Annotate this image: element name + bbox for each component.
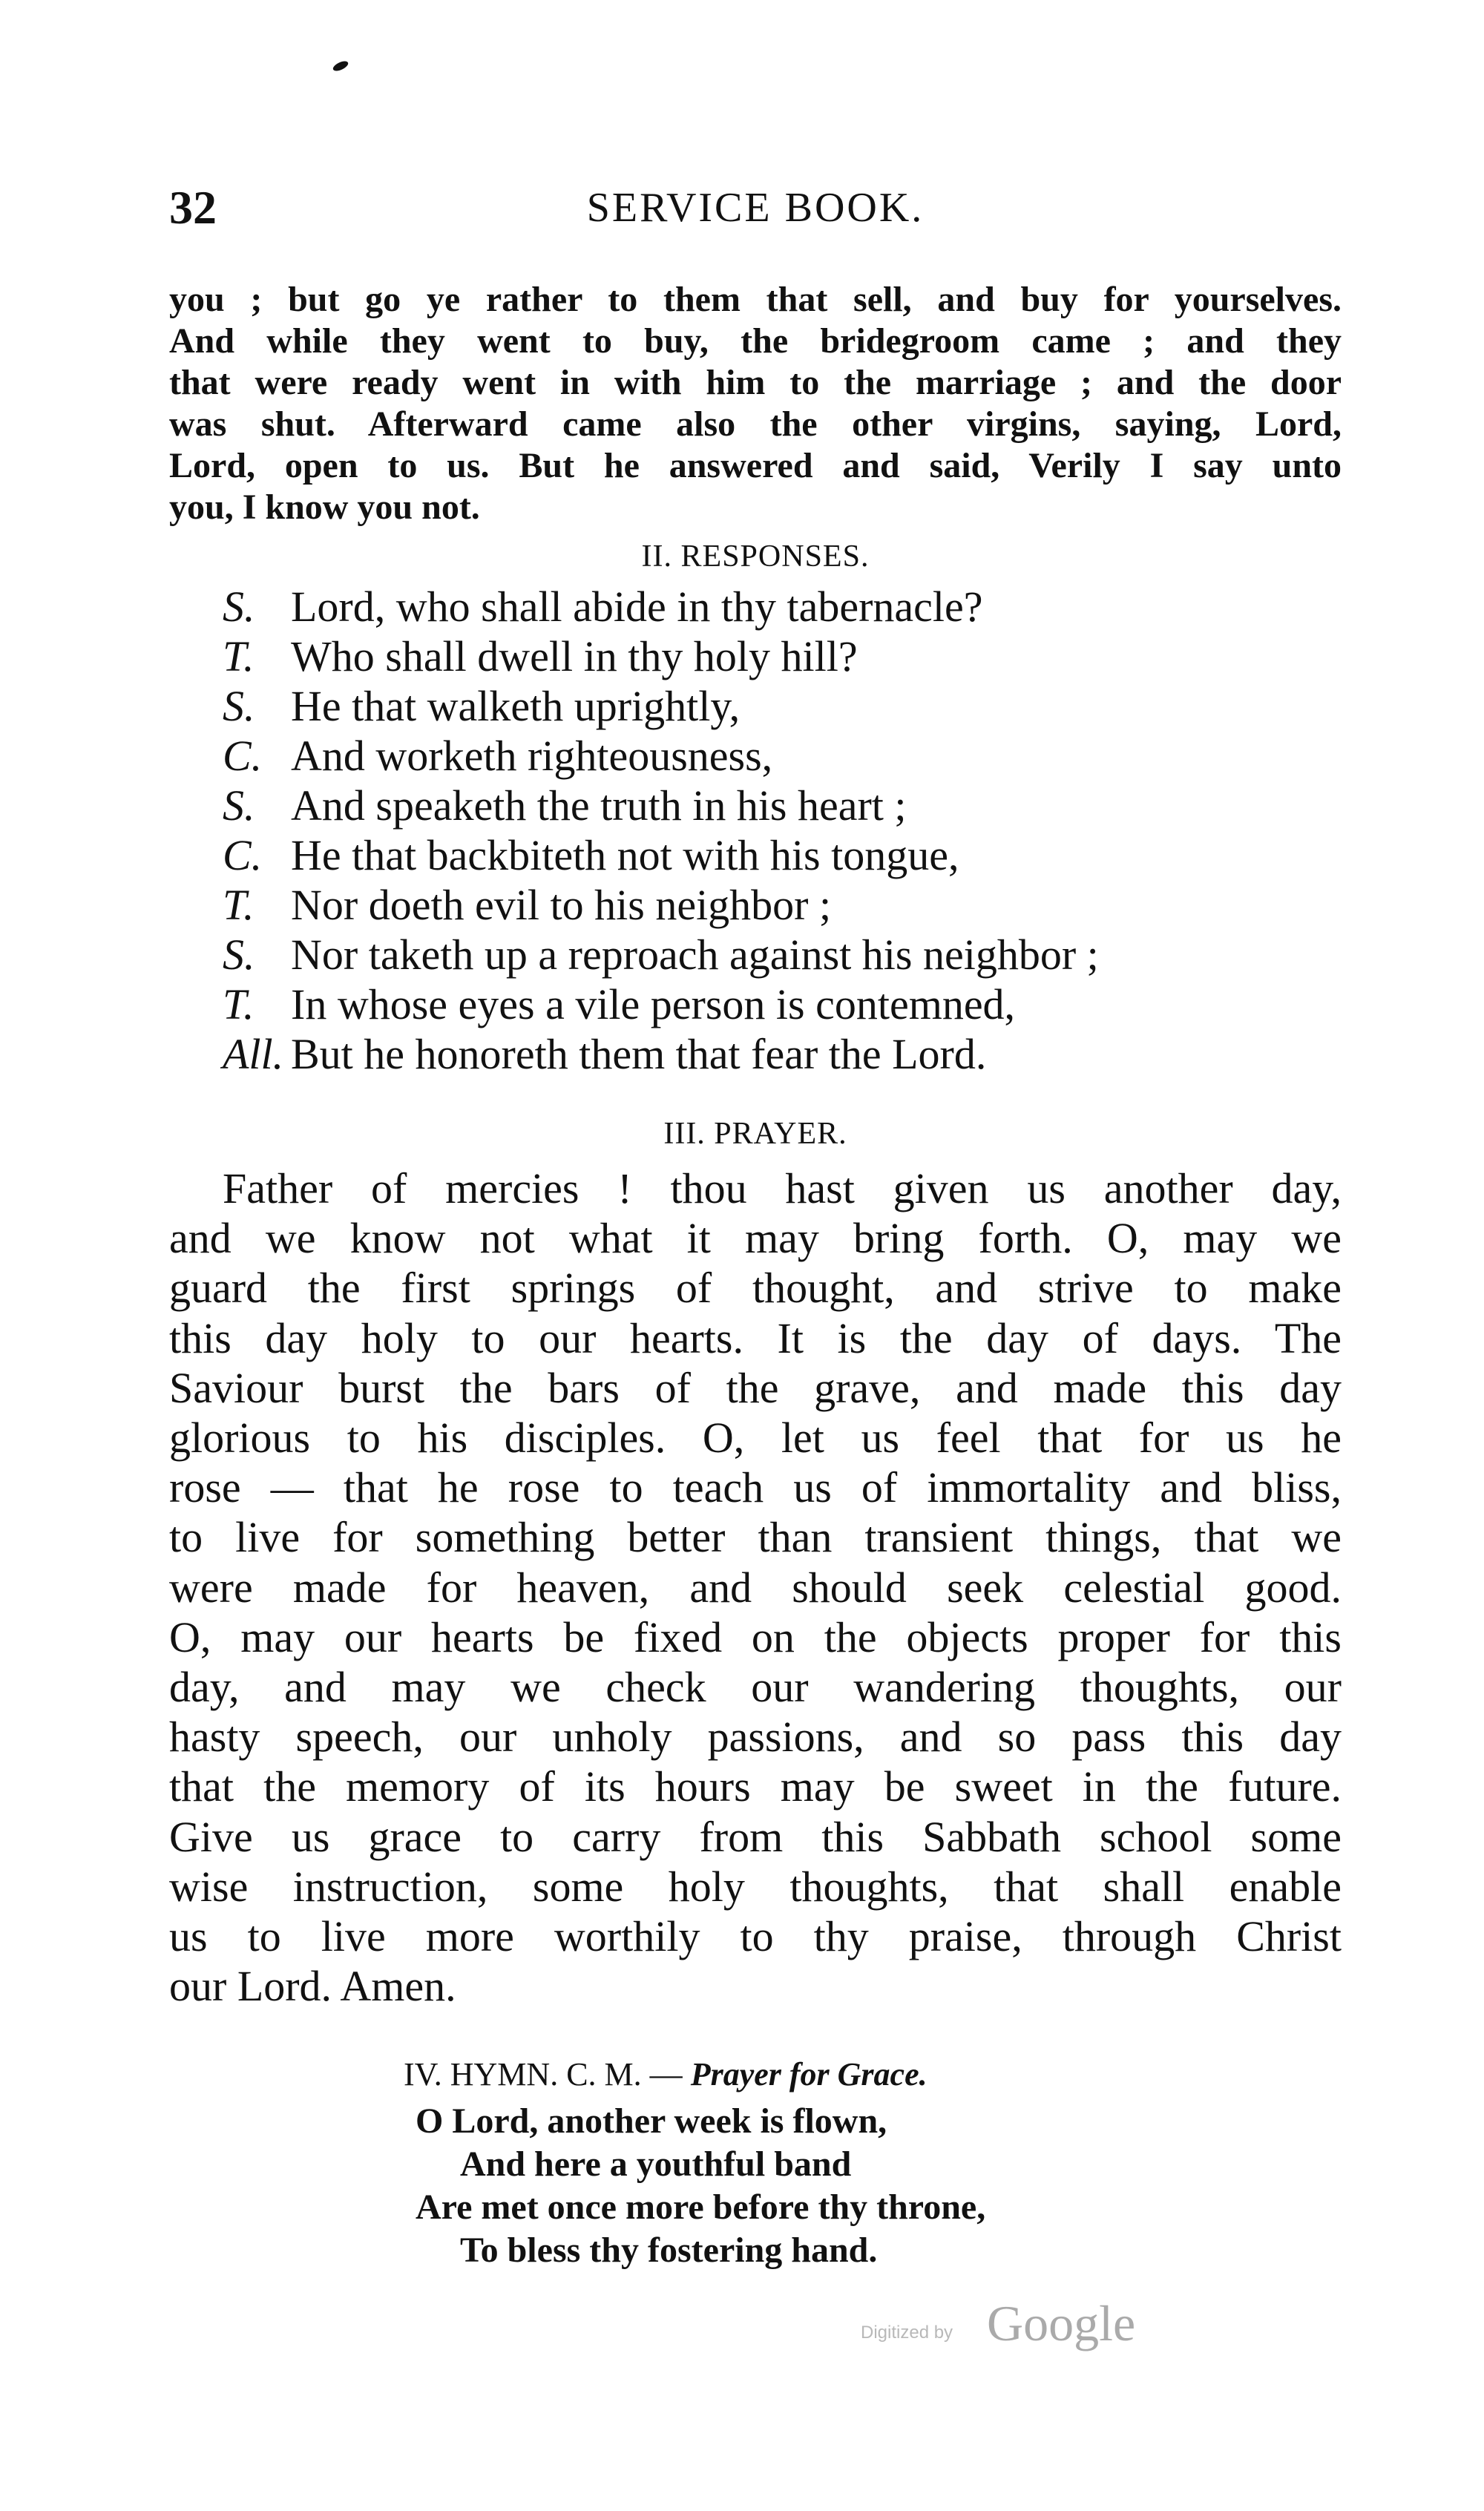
response-line: [223, 781, 1336, 830]
prayer-line: Father of mercies ! thou hast given us another day,: [223, 1164, 1342, 1212]
passage-line: Lord, open to us. But he answered and said, Verily I say unto: [169, 446, 1342, 485]
passage-line: you ; but go ye rather to them that sell, and buy for yourselves.: [169, 280, 1342, 319]
response-line: [223, 731, 1336, 781]
verse-line: And here a youthful band: [460, 2144, 852, 2184]
prayer-line: hasty speech, our unholy passions, and so pass this day: [169, 1713, 1342, 1762]
response-text: But he honoreth them that fear the Lord.: [291, 1030, 987, 1078]
prayer-line: guard the first springs of thought, and strive to make: [169, 1264, 1342, 1313]
prayer-line: our Lord. Amen.: [169, 1962, 456, 2011]
speaker-label: C.: [223, 831, 263, 879]
prayer-line: us to live more worthily to thy praise, through Christ: [169, 1912, 1342, 1961]
digitized-label: Digitized by: [861, 2323, 953, 2343]
response-line: [223, 1029, 1336, 1079]
prayer-line: Saviour burst the bars of the grave, and made this day: [169, 1363, 1342, 1412]
hymn-heading: [404, 2054, 928, 2095]
verse-line: To bless thy fostering hand.: [460, 2231, 878, 2270]
running-title: SERVICE BOOK.: [586, 185, 925, 231]
running-head: [169, 178, 1342, 237]
speaker-label: S.: [223, 781, 255, 830]
digitization-watermark: [861, 2294, 1172, 2354]
response-text: And worketh righteousness,: [291, 732, 773, 780]
speaker-label: S.: [223, 930, 255, 979]
response-text: Lord, who shall abide in thy tabernacle?: [291, 582, 983, 631]
speaker-label: T.: [223, 980, 255, 1028]
prayer-heading: III. PRAYER.: [663, 1117, 847, 1151]
passage-line: And while they went to buy, the bridegroom came ; and they: [169, 321, 1342, 361]
speaker-label: T.: [223, 632, 255, 680]
response-line: [223, 631, 1336, 681]
response-text: Nor taketh up a reproach against his neighbor ;: [291, 930, 1099, 979]
google-logo: Google: [987, 2295, 1136, 2351]
prayer-line: glorious to his disciples. O, let us feel that for us he: [169, 1414, 1342, 1463]
prayer-line: day, and may we check our wandering thoughts, our: [169, 1663, 1342, 1712]
passage-line: that were ready went in with him to the marriage ; and the door: [169, 363, 1342, 402]
prayer-line: this day holy to our hearts. It is the day of days. The: [169, 1313, 1342, 1362]
prayer-line: rose — that he rose to teach us of immortality and bliss,: [169, 1463, 1342, 1512]
speaker-label: S.: [223, 682, 255, 730]
response-line: [223, 830, 1336, 880]
responses-heading: II. RESPONSES.: [641, 539, 870, 574]
response-text: In whose eyes a vile person is contemned,: [291, 980, 1016, 1028]
hymn-subtitle: Prayer for Grace.: [690, 2056, 928, 2092]
responses-list: [223, 582, 1336, 1079]
response-line: [223, 930, 1336, 979]
prayer-line: that the memory of its hours may be sweet in the future.: [169, 1762, 1342, 1811]
speaker-label: All.: [223, 1030, 284, 1078]
response-line: [223, 582, 1336, 631]
opening-passage: [169, 279, 1342, 528]
hymn-verse: [416, 2100, 985, 2272]
response-line: [223, 979, 1336, 1029]
prayer-line: to live for something better than transient things, that we: [169, 1513, 1342, 1562]
page-number: 32: [169, 181, 217, 234]
speaker-label: T.: [223, 881, 255, 929]
response-text: Who shall dwell in thy holy hill?: [291, 632, 858, 680]
prayer-line: and we know not what it may bring forth. O, may we: [169, 1214, 1342, 1263]
prayer-text: [169, 1163, 1342, 2011]
verse-line: O Lord, another week is flown,: [416, 2101, 887, 2141]
response-text: And speaketh the truth in his heart ;: [291, 781, 907, 830]
response-line: [223, 880, 1336, 930]
ink-speck: [332, 59, 349, 73]
prayer-line: O, may our hearts be fixed on the objects proper for this: [169, 1612, 1342, 1661]
prayer-line: were made for heaven, and should seek celestial good.: [169, 1563, 1342, 1612]
response-text: He that backbiteth not with his tongue,: [291, 831, 959, 879]
hymn-number-meter: IV. HYMN. C. M. —: [404, 2056, 683, 2092]
response-line: [223, 681, 1336, 731]
prayer-line: Give us grace to carry from this Sabbath school some: [169, 1812, 1342, 1861]
passage-line: was shut. Afterward came also the other virgins, saying, Lord,: [169, 404, 1342, 444]
response-text: Nor doeth evil to his neighbor ;: [291, 881, 832, 929]
passage-line: you, I know you not.: [169, 488, 480, 527]
prayer-line: wise instruction, some holy thoughts, that shall enable: [169, 1862, 1342, 1911]
speaker-label: S.: [223, 582, 255, 631]
verse-line: Are met once more before thy throne,: [416, 2187, 986, 2227]
speaker-label: C.: [223, 732, 263, 780]
response-text: He that walketh uprightly,: [291, 682, 741, 730]
